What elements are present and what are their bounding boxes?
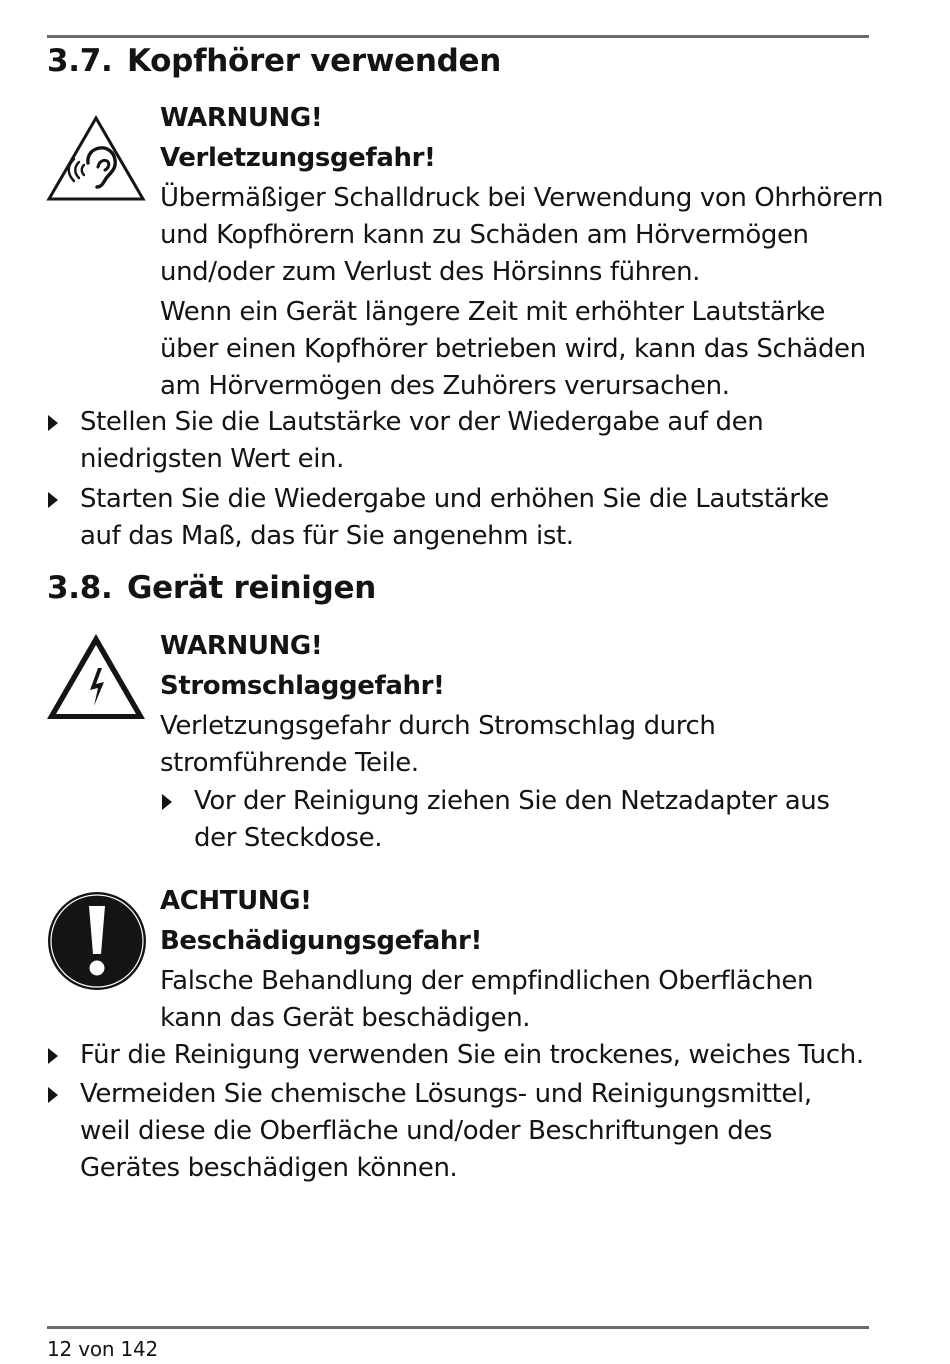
warning-title: Verletzungsgefahr! — [160, 143, 436, 173]
warning-paragraph: Wenn ein Gerät längere Zeit mit erhöhter Lautstärke über einen Kopfhörer betrieben wird, kann das Schäden am Hörvermögen des Zuhörers verursachen. — [160, 297, 866, 401]
section-heading-3-7 — [47, 41, 501, 81]
section-title: Gerät reinigen — [127, 570, 377, 606]
caution-title: Beschädigungsgefahr! — [160, 926, 482, 956]
bullet-item — [48, 1076, 848, 1187]
bullet-arrow-icon — [48, 492, 58, 508]
warning-paragraph: Verletzungsgefahr durch Stromschlag durch stromführende Teile. — [160, 711, 716, 778]
section-title: Kopfhörer verwenden — [127, 43, 502, 79]
warning-paragraph: Übermäßiger Schalldruck bei Verwendung von Ohrhörern und Kopfhörern kann zu Schäden am Hörvermögen und/oder zum Verlust des Hörsinns führen. — [160, 183, 884, 287]
electric-shock-warning-icon — [45, 632, 147, 722]
bullet-arrow-icon — [162, 794, 172, 810]
bullet-item — [48, 1037, 898, 1074]
bullet-text: Starten Sie die Wiedergabe und erhöhen Sie die Lautstärke auf das Maß, das für Sie angenehm ist. — [80, 484, 829, 551]
bullet-arrow-icon — [48, 415, 58, 431]
bullet-item — [48, 404, 848, 478]
top-rule — [47, 35, 869, 38]
bullet-text: Für die Reinigung verwenden Sie ein trockenes, weiches Tuch. — [80, 1040, 864, 1070]
bullet-item — [48, 481, 848, 555]
exclamation-caution-icon — [46, 890, 148, 992]
section-number: 3.7. — [47, 43, 113, 79]
bullet-text: Vor der Reinigung ziehen Sie den Netzadapter aus der Steckdose. — [194, 786, 830, 853]
caution-label: ACHTUNG! — [160, 886, 312, 916]
bullet-item — [162, 783, 852, 857]
bullet-text: Vermeiden Sie chemische Lösungs- und Reinigungsmittel, weil diese die Oberfläche und/oder Beschriftungen des Gerätes beschädigen können. — [80, 1079, 812, 1183]
warning-title: Stromschlaggefahr! — [160, 671, 445, 701]
caution-paragraph: Falsche Behandlung der empfindlichen Oberflächen kann das Gerät beschädigen. — [160, 966, 814, 1033]
caution-block — [160, 883, 890, 1040]
bullet-text: Stellen Sie die Lautstärke vor der Wiedergabe auf den niedrigsten Wert ein. — [80, 407, 764, 474]
page-number: 12 von 142 — [47, 1337, 159, 1361]
hearing-warning-icon — [45, 114, 147, 202]
warning-block-hearing — [160, 100, 890, 408]
section-number: 3.8. — [47, 570, 113, 606]
bullet-arrow-icon — [48, 1048, 58, 1064]
warning-label: WARNUNG! — [160, 103, 323, 133]
footer-rule — [47, 1326, 869, 1329]
section-heading-3-8 — [47, 568, 376, 608]
warning-block-electric — [160, 628, 890, 785]
warning-label: WARNUNG! — [160, 631, 323, 661]
bullet-arrow-icon — [48, 1087, 58, 1103]
